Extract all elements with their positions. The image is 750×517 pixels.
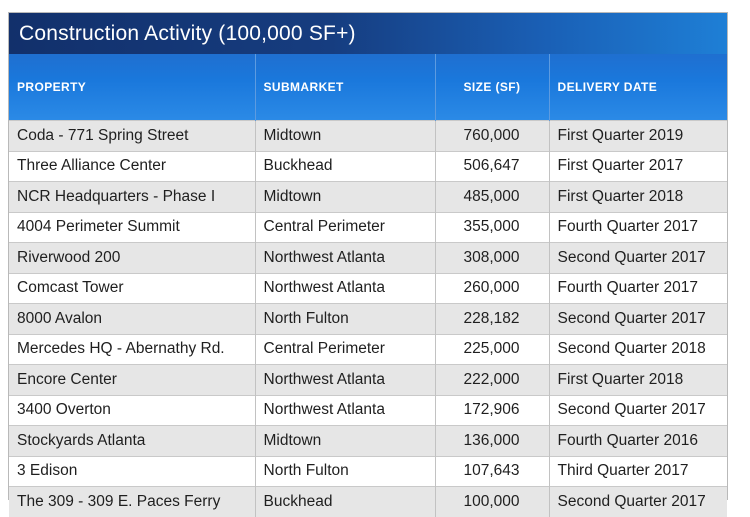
cell-delivery-date: Third Quarter 2017 xyxy=(549,456,727,487)
table-row xyxy=(9,151,727,182)
cell-submarket: Northwest Atlanta xyxy=(255,365,435,396)
cell-delivery-date: First Quarter 2018 xyxy=(549,182,727,213)
cell-delivery-date: First Quarter 2019 xyxy=(549,121,727,152)
cell-delivery-date: Fourth Quarter 2017 xyxy=(549,273,727,304)
table-title: Construction Activity (100,000 SF+) xyxy=(9,13,727,54)
cell-submarket: North Fulton xyxy=(255,456,435,487)
cell-delivery-date: First Quarter 2017 xyxy=(549,151,727,182)
cell-delivery-date: Second Quarter 2017 xyxy=(549,304,727,335)
cell-property: The 309 - 309 E. Paces Ferry xyxy=(9,487,255,517)
table-row xyxy=(9,365,727,396)
construction-table xyxy=(9,54,727,517)
table-row xyxy=(9,121,727,152)
cell-property: Comcast Tower xyxy=(9,273,255,304)
cell-size: 107,643 xyxy=(435,456,549,487)
cell-size: 136,000 xyxy=(435,426,549,457)
cell-submarket: Midtown xyxy=(255,182,435,213)
cell-size: 308,000 xyxy=(435,243,549,274)
cell-submarket: Central Perimeter xyxy=(255,334,435,365)
cell-submarket: Northwest Atlanta xyxy=(255,243,435,274)
cell-size: 760,000 xyxy=(435,121,549,152)
cell-size: 172,906 xyxy=(435,395,549,426)
cell-property: Riverwood 200 xyxy=(9,243,255,274)
cell-size: 260,000 xyxy=(435,273,549,304)
cell-delivery-date: Second Quarter 2017 xyxy=(549,487,727,517)
cell-property: 3 Edison xyxy=(9,456,255,487)
cell-delivery-date: Second Quarter 2017 xyxy=(549,395,727,426)
cell-property: Stockyards Atlanta xyxy=(9,426,255,457)
table-row xyxy=(9,334,727,365)
table-row xyxy=(9,182,727,213)
cell-size: 228,182 xyxy=(435,304,549,335)
cell-submarket: Buckhead xyxy=(255,487,435,517)
column-header-submarket: SUBMARKET xyxy=(255,54,435,121)
cell-delivery-date: Second Quarter 2018 xyxy=(549,334,727,365)
table-row xyxy=(9,273,727,304)
cell-size: 222,000 xyxy=(435,365,549,396)
table-row xyxy=(9,243,727,274)
cell-size: 485,000 xyxy=(435,182,549,213)
cell-property: NCR Headquarters - Phase I xyxy=(9,182,255,213)
header-row xyxy=(9,54,727,121)
cell-delivery-date: Second Quarter 2017 xyxy=(549,243,727,274)
construction-activity-table-panel xyxy=(8,12,728,510)
cell-property: Mercedes HQ - Abernathy Rd. xyxy=(9,334,255,365)
table-row xyxy=(9,304,727,335)
table-row xyxy=(9,395,727,426)
table-row xyxy=(9,426,727,457)
cell-submarket: Midtown xyxy=(255,426,435,457)
table-row xyxy=(9,456,727,487)
column-header-property: PROPERTY xyxy=(9,54,255,121)
cell-submarket: North Fulton xyxy=(255,304,435,335)
cell-size: 355,000 xyxy=(435,212,549,243)
cell-property: 3400 Overton xyxy=(9,395,255,426)
cell-delivery-date: First Quarter 2018 xyxy=(549,365,727,396)
cell-property: 8000 Avalon xyxy=(9,304,255,335)
column-header-delivery-date: DELIVERY DATE xyxy=(549,54,727,121)
cell-size: 225,000 xyxy=(435,334,549,365)
cell-delivery-date: Fourth Quarter 2016 xyxy=(549,426,727,457)
table-row xyxy=(9,487,727,517)
cell-property: Three Alliance Center xyxy=(9,151,255,182)
cell-submarket: Central Perimeter xyxy=(255,212,435,243)
cell-size: 506,647 xyxy=(435,151,549,182)
cell-submarket: Midtown xyxy=(255,121,435,152)
column-header-size: SIZE (SF) xyxy=(435,54,549,121)
cell-property: Encore Center xyxy=(9,365,255,396)
table-header xyxy=(9,54,727,121)
cell-delivery-date: Fourth Quarter 2017 xyxy=(549,212,727,243)
cell-property: 4004 Perimeter Summit xyxy=(9,212,255,243)
table-row xyxy=(9,212,727,243)
cell-submarket: Northwest Atlanta xyxy=(255,273,435,304)
cell-property: Coda - 771 Spring Street xyxy=(9,121,255,152)
table-body xyxy=(9,121,727,517)
cell-submarket: Northwest Atlanta xyxy=(255,395,435,426)
cell-submarket: Buckhead xyxy=(255,151,435,182)
cell-size: 100,000 xyxy=(435,487,549,517)
